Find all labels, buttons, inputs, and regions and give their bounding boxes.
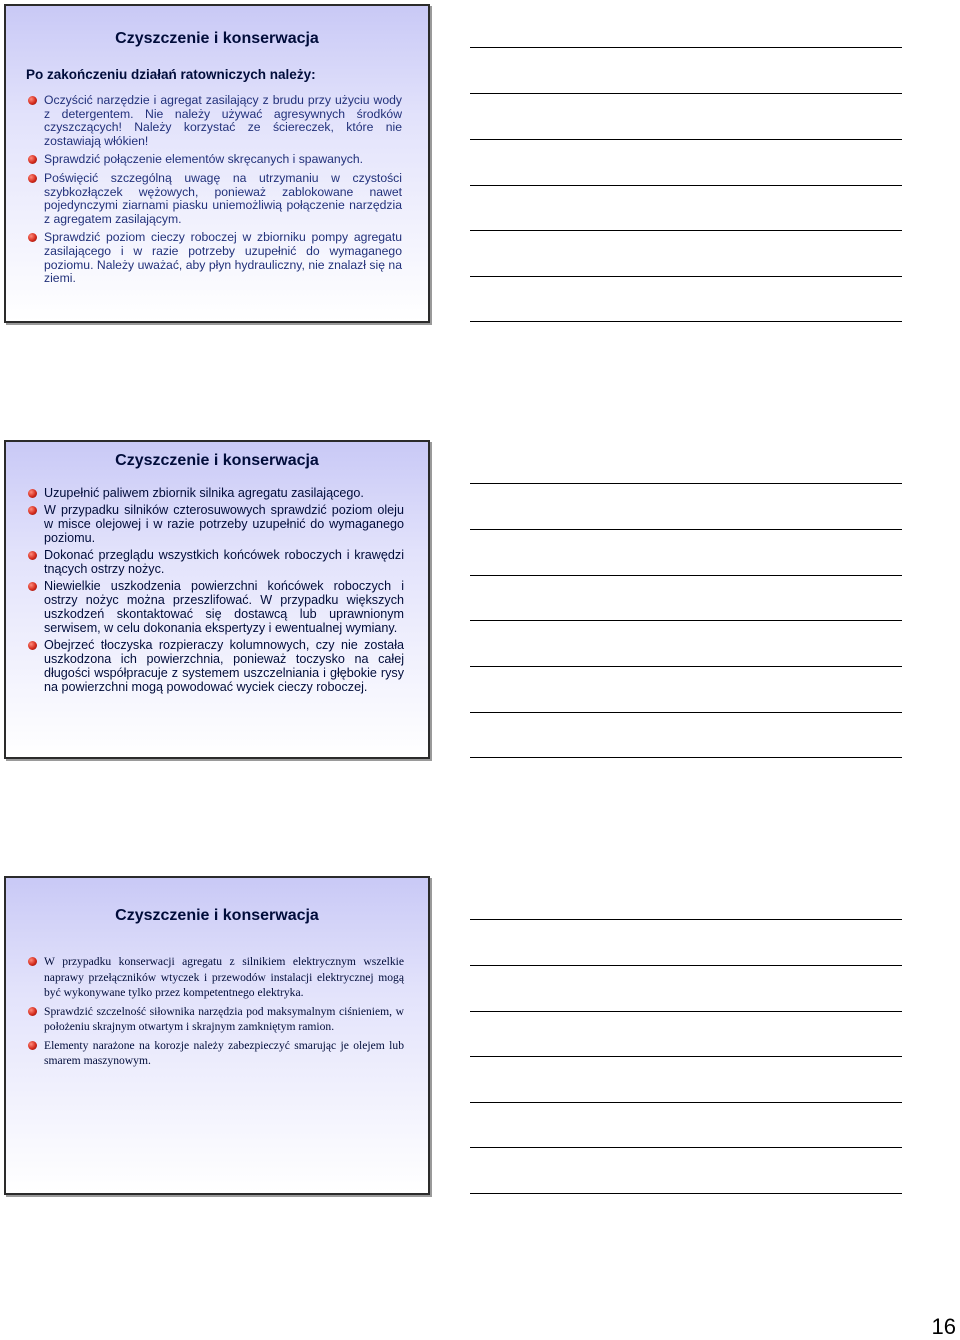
bullet-text: Niewielkie uszkodzenia powierzchni końcówek roboczych i ostrzy nożyc można przeszlifować. W przypadku większych uszkodzeń skontaktować się dostawcą lub uprawnionym serwisem, w celu dokonania ekspertyzy i ewentualnej wymiany.	[44, 579, 404, 635]
bullet-text: Dokonać przeglądu wszystkich końcówek roboczych i krawędzi tnących ostrzy nożyc.	[44, 548, 404, 576]
bullet-item	[28, 954, 404, 1001]
bullet-icon	[28, 96, 37, 105]
bullet-text: W przypadku konserwacji agregatu z silnikiem elektrycznym wszelkie naprawy przełączników wtyczek i przewodów instalacji elektrycznej mogą być wykonywane tylko przez kompetentnego elektryka.	[44, 955, 404, 999]
note-line	[470, 529, 902, 530]
bullet-icon	[28, 1007, 37, 1016]
note-line	[470, 1102, 902, 1103]
bullet-text: Sprawdzić poziom cieczy roboczej w zbiorniku pompy agregatu zasilającego i w razie potrzeby uzupełnić do wymaganego poziomu. Należy uważać, aby płyn hydrauliczny, nie znalazł się na ziemi.	[44, 230, 402, 286]
bullet-icon	[28, 1041, 37, 1050]
bullet-text: Obejrzeć tłoczyska rozpieraczy kolumnowych, czy nie została uszkodzona ich powierzchnia, ponieważ toczysko na całej długości współpracuje z systemem uszczelniania i głębokie rysy na powierzchni mogą powodować wyciek cieczy roboczej.	[44, 638, 404, 694]
note-line	[470, 1011, 902, 1012]
bullet-icon	[28, 155, 37, 164]
note-line	[470, 276, 902, 277]
bullet-icon	[28, 582, 37, 591]
bullet-text: W przypadku silników czterosuwowych sprawdzić poziom oleju w misce olejowej i w razie potrzeby uzupełnić do wymaganego poziomu.	[44, 503, 404, 545]
note-line	[470, 230, 902, 231]
slide-3	[4, 876, 430, 1195]
bullet-icon	[28, 641, 37, 650]
note-line	[470, 139, 902, 140]
bullet-item	[28, 638, 404, 694]
page-number: 16	[931, 1314, 956, 1339]
bullet-text: Poświęcić szczególną uwagę na utrzymaniu w czystości szybkozłączek wężowych, ponieważ zablokowane nawet pojedynczymi ziarnami piasku uniemożliwią połączenie narzędzia z agregatem zasilającym.	[44, 170, 402, 226]
bullet-item	[28, 503, 404, 545]
note-line	[470, 93, 902, 94]
note-line	[470, 965, 902, 966]
bullet-item	[28, 486, 404, 500]
bullet-item	[28, 231, 402, 285]
bullet-text: Oczyścić narzędzie i agregat zasilający z brudu przy użyciu wody z detergentem. Nie należy używać agresywnych środków czyszczących! Należy korzystać ze ściereczek, które nie zostawiają włókien!	[44, 93, 402, 148]
bullet-icon	[28, 174, 37, 183]
note-line	[470, 1147, 902, 1148]
slide-title: Czyszczenie i konserwacja	[115, 907, 319, 924]
note-line	[470, 666, 902, 667]
bullet-text: Elementy narażone na korozje należy zabezpieczyć smarując je olejem lub smarem maszynowym.	[44, 1038, 404, 1067]
note-line	[470, 575, 902, 576]
bullet-icon	[28, 506, 37, 515]
bullet-icon	[28, 489, 37, 498]
bullet-icon	[28, 957, 37, 966]
slide-1	[4, 4, 430, 323]
note-line	[470, 185, 902, 186]
bullet-list	[28, 94, 402, 291]
bullet-item	[28, 548, 404, 576]
slide-title: Czyszczenie i konserwacja	[115, 452, 319, 469]
bullet-icon	[28, 233, 37, 242]
note-line	[470, 1056, 902, 1057]
bullet-text: Sprawdzić połączenie elementów skręcanych i spawanych.	[44, 152, 364, 167]
bullet-list	[28, 954, 404, 1072]
note-line	[470, 483, 902, 484]
slide-title: Czyszczenie i konserwacja	[115, 30, 319, 47]
bullet-item	[28, 1004, 404, 1035]
note-line	[470, 47, 902, 48]
bullet-item	[28, 579, 404, 635]
bullet-list	[28, 486, 404, 697]
slide-2	[4, 440, 430, 759]
bullet-icon	[28, 551, 37, 560]
bullet-item	[28, 94, 402, 148]
slide-subheading: Po zakończeniu działań ratowniczych należy:	[26, 67, 316, 82]
note-line	[470, 757, 902, 758]
note-line	[470, 712, 902, 713]
note-line	[470, 620, 902, 621]
note-line	[470, 919, 902, 920]
bullet-text: Sprawdzić szczelność siłownika narzędzia pod maksymalnym ciśnieniem, w położeniu skrajnym otwartym i skrajnym zamkniętym ramion.	[44, 1004, 404, 1033]
bullet-item	[28, 153, 402, 167]
note-line	[470, 1193, 902, 1194]
note-line	[470, 321, 902, 322]
bullet-item	[28, 172, 402, 226]
bullet-item	[28, 1038, 404, 1069]
bullet-text: Uzupełnić paliwem zbiornik silnika agregatu zasilającego.	[44, 486, 364, 500]
